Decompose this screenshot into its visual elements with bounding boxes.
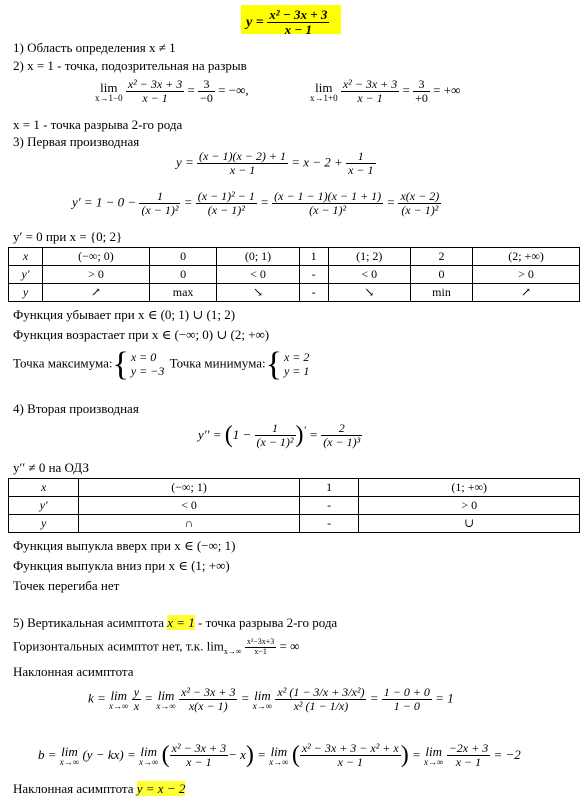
domain-line: 1) Область определения x ≠ 1 [13,40,176,55]
oblique-asymptote-heading: Наклонная асимптота [13,664,134,679]
second-derivative-note: y′′ ≠ 0 на ОДЗ [13,460,89,475]
table-row: y ↗ max ↘ - ↘ min ↗ [9,284,580,302]
critical-points: y′ = 0 при x = {0; 2} [13,229,123,244]
intercept-b-formula: b = lim x→∞ (y − kx) = lim x→∞ ( $\frac{\text{x² − 3x + 3}}{x - 1}$ − x) = lim x→∞ ( $\frac{\text{x² − 3x + 3 − x² + x}}{x - 1}$ ) = lim x→∞ $\frac{-2x + 3}{x - 1}$ = −2 [38,741,521,770]
discontinuity-conclusion: x = 1 - точка разрыва 2-го рода [13,117,183,132]
monotonicity-table [8,247,580,302]
function-decomposition: y = $\frac{(x - 1)(x - 2) + 1}{x - 1}$ = x − 2 + $\frac{1}{x - 1}$ [176,149,374,178]
horizontal-asymptote-note: Горизонтальных асимптот нет, т.к. $\lim_{x\to\infty}$ $\frac{\text{x²−3x+3}}{x-1}$ = ∞ [13,637,300,656]
convexity-table [8,478,580,533]
table-row: y′ > 0 0 < 0 - < 0 0 > 0 [9,266,580,284]
table-row: x (−∞; 1) 1 (1; +∞) [9,479,580,497]
increasing-intervals: Функция возрастает при x ∈ (−∞; 0) ∪ (2; +∞) [13,327,270,342]
inflection-note: Точек перегиба нет [13,578,120,593]
first-derivative-heading: 3) Первая производная [13,134,140,149]
table-row: y′ < 0 - > 0 [9,497,580,515]
second-derivative-heading: 4) Вторая производная [13,401,139,416]
oblique-asymptote-result: Наклонная асимптота y = x − 2 [13,781,186,796]
extrema-points: Точка максимума:{ x = 0 y = −3 Точка минимума:{ x = 2 y = 1 [13,346,310,383]
first-derivative-formula: y′ = 1 − 0 − $\frac{1}{\text{(x − 1)²}}$ = $\frac{\text{(x − 1)² − 1}}{\text{(x − 1)²}}$ = $\frac{(x - 1 - 1)(x - 1 + 1)}{\text{(x − 1)²}}$ = $\frac{x(x - 2)}{\text{(x − 1)²}}$ [72,189,440,218]
table-row: x (−∞; 0) 0 (0; 1) 1 (1; 2) 2 (2; +∞) [9,248,580,266]
function-title: y = $\frac{\text{x² − 3x + 3}}{x - 1}$ [246,7,328,38]
concave-down-interval: Функция выпукла вверх при x ∈ (−∞; 1) [13,538,236,553]
concave-up-interval: Функция выпукла вниз при x ∈ (1; +∞) [13,558,230,573]
second-derivative-formula: y′′ = (1 − $\frac{1}{\text{(x − 1)²}}$ )′ = $\frac{2}{\text{(x − 1)³}}$ [198,421,361,450]
slope-k-formula: k = lim x→∞ $\frac{y}{x}$ = lim x→∞ $\frac{\text{x² − 3x + 3}}{x(x - 1)}$ = lim x→∞ $\frac{\text{x² (1 − 3/x + 3/x²)}}{\text{x² (1 − 1/x)}}$ = $\frac{1 - 0 + 0}{1 - 0}$ = 1 [88,685,454,714]
discontinuity-heading: 2) x = 1 - точка, подозрительная на разрыв [13,58,247,73]
table-row: y ∩ - ∪ [9,515,580,533]
decreasing-intervals: Функция убывает при x ∈ (0; 1) ∪ (1; 2) [13,307,236,322]
limit-right: lim x→1+0 $\frac{\text{x² − 3x + 3}}{x - 1}$ = $\frac{3}{+0}$ = +∞ [310,77,461,106]
limit-left: lim x→1−0 $\frac{\text{x² − 3x + 3}}{x - 1}$ = $\frac{3}{-0}$ = −∞, [95,77,249,106]
vertical-asymptote: 5) Вертикальная асимптота x = 1 - точка разрыва 2-го рода [13,615,338,630]
